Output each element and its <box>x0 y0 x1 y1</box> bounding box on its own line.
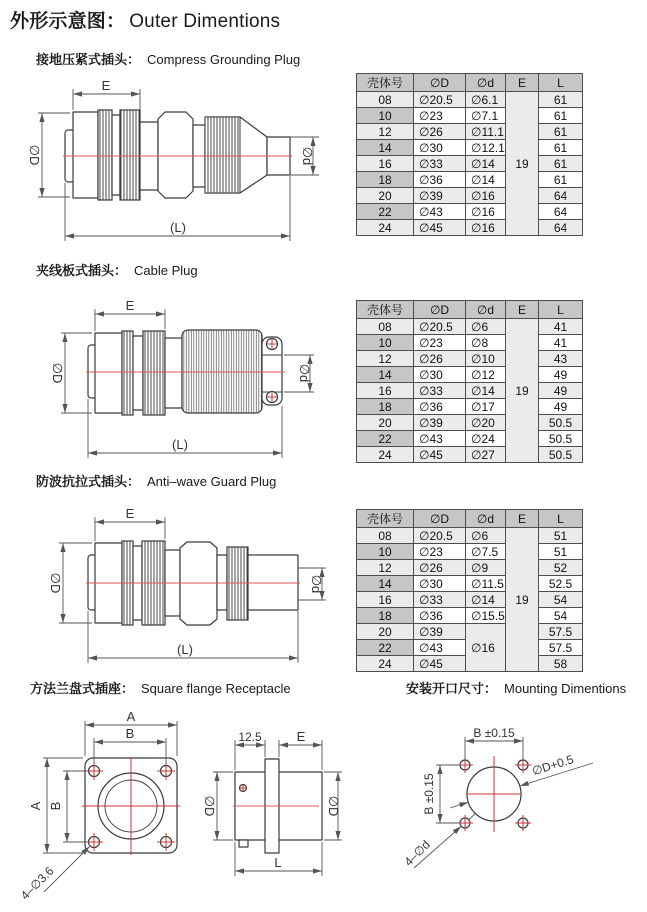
table-cell: ∅45 <box>414 447 466 463</box>
table-row <box>357 92 583 108</box>
table-cell: 49 <box>539 383 583 399</box>
table-cell: ∅23 <box>414 335 466 351</box>
table-cell: 24 <box>357 656 414 672</box>
table-compress-grounding-plug <box>356 73 583 236</box>
table-cell: 24 <box>357 447 414 463</box>
table-cell: 18 <box>357 399 414 415</box>
drawing-flange-side <box>201 710 353 912</box>
table-cell: ∅16 <box>466 204 506 220</box>
column-header: ∅d <box>466 74 506 92</box>
dim-label-L: (L) <box>172 437 188 452</box>
table-cell: ∅15.5 <box>466 608 506 624</box>
table-cell: 10 <box>357 108 414 124</box>
section-label-en: Cable Plug <box>134 263 198 278</box>
table-cell: ∅33 <box>414 156 466 172</box>
column-header: L <box>539 74 583 92</box>
section-label-zh: 安装开口尺寸： <box>406 681 498 696</box>
table-cell: ∅30 <box>414 576 466 592</box>
dim-label-B: B <box>125 726 135 741</box>
table-cell: 61 <box>539 108 583 124</box>
dim-label-L: (L) <box>177 642 193 657</box>
table-cell: ∅27 <box>466 447 506 463</box>
section-label-zh: 接地压紧式插头： <box>36 52 141 67</box>
table-cell: ∅14 <box>466 172 506 188</box>
table-cell: 54 <box>539 592 583 608</box>
table-cell: 22 <box>357 204 414 220</box>
table-cell: 41 <box>539 335 583 351</box>
table-cell: ∅16 <box>466 624 506 672</box>
table-cell: ∅7.5 <box>466 544 506 560</box>
drawing-flange-front <box>18 710 190 912</box>
page-title-en: Outer Dimentions <box>129 11 281 32</box>
table-cell: 20 <box>357 415 414 431</box>
section-label-zh: 防波抗拉式插头： <box>36 474 141 489</box>
section-label-zh: 方法兰盘式插座： <box>30 681 135 696</box>
table-row <box>357 528 583 544</box>
table-row <box>357 204 583 220</box>
dim-label-offset: 12.5 <box>238 730 262 744</box>
table-cell: 12 <box>357 124 414 140</box>
table-row <box>357 351 583 367</box>
table-cell: 18 <box>357 172 414 188</box>
table-cell: 10 <box>357 544 414 560</box>
table-cell: ∅6 <box>466 319 506 335</box>
table-cell: ∅26 <box>414 560 466 576</box>
table-row <box>357 319 583 335</box>
table-cell: 08 <box>357 528 414 544</box>
table-cell: 57.5 <box>539 640 583 656</box>
column-header: ∅d <box>466 301 506 319</box>
column-header: E <box>506 510 539 528</box>
dim-label-E: E <box>296 729 306 744</box>
section-cable-plug <box>36 260 198 279</box>
table-cell: ∅14 <box>466 592 506 608</box>
drawing-compress-grounding-plug <box>18 75 350 247</box>
table-cell: 54 <box>539 608 583 624</box>
table-cell: ∅45 <box>414 220 466 236</box>
column-header: ∅D <box>414 510 466 528</box>
table-cell: ∅26 <box>414 124 466 140</box>
table-anti-wave-guard-plug <box>356 509 583 672</box>
table-cell: 08 <box>357 92 414 108</box>
table-row <box>357 624 583 640</box>
section-label-en: Compress Grounding Plug <box>147 52 301 67</box>
table-row <box>357 124 583 140</box>
dim-label-A-left: A <box>28 801 43 811</box>
table-row <box>357 188 583 204</box>
table-cell: ∅16 <box>466 220 506 236</box>
column-header: ∅D <box>414 301 466 319</box>
table-cell: ∅24 <box>466 431 506 447</box>
table-cell: 52 <box>539 560 583 576</box>
table-cell: 50.5 <box>539 447 583 463</box>
table-cell: 14 <box>357 367 414 383</box>
section-anti-wave-guard-plug <box>36 471 276 490</box>
table-row <box>357 172 583 188</box>
table-cell: 64 <box>539 220 583 236</box>
table-cell: 16 <box>357 592 414 608</box>
table-row <box>357 220 583 236</box>
table-cell: ∅39 <box>414 188 466 204</box>
table-cell: ∅14 <box>466 383 506 399</box>
table-cell: 19 <box>506 92 539 236</box>
dim-label-holes: 4–∅d <box>401 837 433 869</box>
table-cell: 12 <box>357 351 414 367</box>
table-cell: 41 <box>539 319 583 335</box>
table-row <box>357 383 583 399</box>
column-header: E <box>506 74 539 92</box>
table-cell: ∅12 <box>466 367 506 383</box>
table-cell: ∅20.5 <box>414 528 466 544</box>
table-cell: 22 <box>357 431 414 447</box>
section-compress-grounding-plug <box>36 49 300 68</box>
table-cell: 08 <box>357 319 414 335</box>
table-cell: ∅11.1 <box>466 124 506 140</box>
table-cell: 22 <box>357 640 414 656</box>
table-cell: ∅43 <box>414 640 466 656</box>
table-cell: 12 <box>357 560 414 576</box>
column-header: 壳体号 <box>357 510 414 528</box>
table-cell: ∅30 <box>414 140 466 156</box>
table-cell: ∅36 <box>414 172 466 188</box>
column-header: L <box>539 301 583 319</box>
table-cell: 10 <box>357 335 414 351</box>
table-cell: ∅23 <box>414 544 466 560</box>
drawing-mounting <box>396 710 645 912</box>
table-cell: ∅43 <box>414 431 466 447</box>
dim-label-holes: 4–∅3.6 <box>18 863 57 903</box>
column-header: 壳体号 <box>357 74 414 92</box>
table-cell: ∅20.5 <box>414 319 466 335</box>
dim-label-D-right: ∅D <box>326 795 341 817</box>
table-row <box>357 560 583 576</box>
table-cell: 16 <box>357 156 414 172</box>
page-title-zh: 外形示意图： <box>10 11 126 32</box>
table-cell: ∅7.1 <box>466 108 506 124</box>
table-cell: ∅9 <box>466 560 506 576</box>
dim-label-D: ∅D <box>27 144 42 166</box>
table-cell: 58 <box>539 656 583 672</box>
table-cell: 50.5 <box>539 415 583 431</box>
dim-label-B-left: B <box>48 801 63 811</box>
table-cell: ∅36 <box>414 608 466 624</box>
table-cell: ∅33 <box>414 592 466 608</box>
table-cell: 64 <box>539 204 583 220</box>
section-label-en: Square flange Receptacle <box>141 681 291 696</box>
table-cell: ∅36 <box>414 399 466 415</box>
table-cell: 51 <box>539 544 583 560</box>
table-cell: ∅16 <box>466 188 506 204</box>
table-cell: 51 <box>539 528 583 544</box>
table-cell: ∅12.1 <box>466 140 506 156</box>
dim-label-E: E <box>125 298 135 313</box>
table-cell: 61 <box>539 140 583 156</box>
column-header: ∅d <box>466 510 506 528</box>
table-row <box>357 140 583 156</box>
column-header: E <box>506 301 539 319</box>
table-cell: ∅26 <box>414 351 466 367</box>
table-cell: 61 <box>539 92 583 108</box>
dim-label-d: ∅d <box>309 574 324 594</box>
table-cell: 50.5 <box>539 431 583 447</box>
table-cell: 64 <box>539 188 583 204</box>
drawing-anti-wave-guard-plug <box>18 500 350 682</box>
table-row <box>357 415 583 431</box>
dim-label-L: (L) <box>170 220 186 235</box>
plug-outline <box>65 110 290 200</box>
table-cell: 14 <box>357 140 414 156</box>
table-cell: 19 <box>506 319 539 463</box>
table-cell: ∅17 <box>466 399 506 415</box>
table-cell: ∅30 <box>414 367 466 383</box>
table-cell: ∅6 <box>466 528 506 544</box>
table-row <box>357 576 583 592</box>
section-label-zh: 夹线板式插头： <box>36 263 128 278</box>
dim-label-d: ∅d <box>297 363 312 383</box>
table-cell: 61 <box>539 172 583 188</box>
dim-label-B-left: B ±0.15 <box>422 773 436 815</box>
dim-label-D: ∅D <box>50 362 65 384</box>
table-cell: 20 <box>357 624 414 640</box>
table-cell: 24 <box>357 220 414 236</box>
table-cable-plug <box>356 300 583 463</box>
table-cell: ∅10 <box>466 351 506 367</box>
table-row <box>357 431 583 447</box>
table-cell: 43 <box>539 351 583 367</box>
table-cell: ∅8 <box>466 335 506 351</box>
table-cell: ∅20.5 <box>414 92 466 108</box>
table-cell: ∅14 <box>466 156 506 172</box>
table-cell: 61 <box>539 156 583 172</box>
table-cell: 52.5 <box>539 576 583 592</box>
table-cell: ∅45 <box>414 656 466 672</box>
table-row <box>357 544 583 560</box>
dim-label-A: A <box>126 710 136 724</box>
table-cell: ∅33 <box>414 383 466 399</box>
table-cell: 61 <box>539 124 583 140</box>
table-row <box>357 399 583 415</box>
table-row <box>357 335 583 351</box>
dim-label-D: ∅D+0.5 <box>530 752 576 779</box>
dim-label-E: E <box>101 78 111 93</box>
drawing-cable-plug <box>18 293 350 467</box>
section-label-en: Mounting Dimentions <box>504 681 627 696</box>
dim-label-d: ∅d <box>300 146 315 166</box>
column-header: 壳体号 <box>357 301 414 319</box>
section-mounting-dimentions <box>406 678 626 697</box>
table-cell: 16 <box>357 383 414 399</box>
table-cell: ∅43 <box>414 204 466 220</box>
dim-label-E: E <box>125 506 135 521</box>
table-cell: ∅11.5 <box>466 576 506 592</box>
dim-label-B-top: B ±0.15 <box>473 726 515 740</box>
table-row <box>357 592 583 608</box>
dim-label-L: L <box>274 855 282 870</box>
table-row <box>357 367 583 383</box>
table-row <box>357 447 583 463</box>
table-cell: 20 <box>357 188 414 204</box>
column-header: ∅D <box>414 74 466 92</box>
table-row <box>357 108 583 124</box>
table-cell: ∅23 <box>414 108 466 124</box>
table-cell: ∅20 <box>466 415 506 431</box>
table-cell: 57.5 <box>539 624 583 640</box>
table-cell: ∅39 <box>414 624 466 640</box>
table-cell: 18 <box>357 608 414 624</box>
table-cell: ∅39 <box>414 415 466 431</box>
page-title <box>10 6 280 33</box>
table-cell: ∅6.1 <box>466 92 506 108</box>
table-cell: 49 <box>539 367 583 383</box>
table-cell: 49 <box>539 399 583 415</box>
dim-label-D-left: ∅D <box>202 795 217 817</box>
dim-label-D: ∅D <box>48 572 63 594</box>
column-header: L <box>539 510 583 528</box>
table-cell: 19 <box>506 528 539 672</box>
section-label-en: Anti–wave Guard Plug <box>147 474 277 489</box>
table-row <box>357 156 583 172</box>
table-row <box>357 608 583 624</box>
table-cell: 14 <box>357 576 414 592</box>
